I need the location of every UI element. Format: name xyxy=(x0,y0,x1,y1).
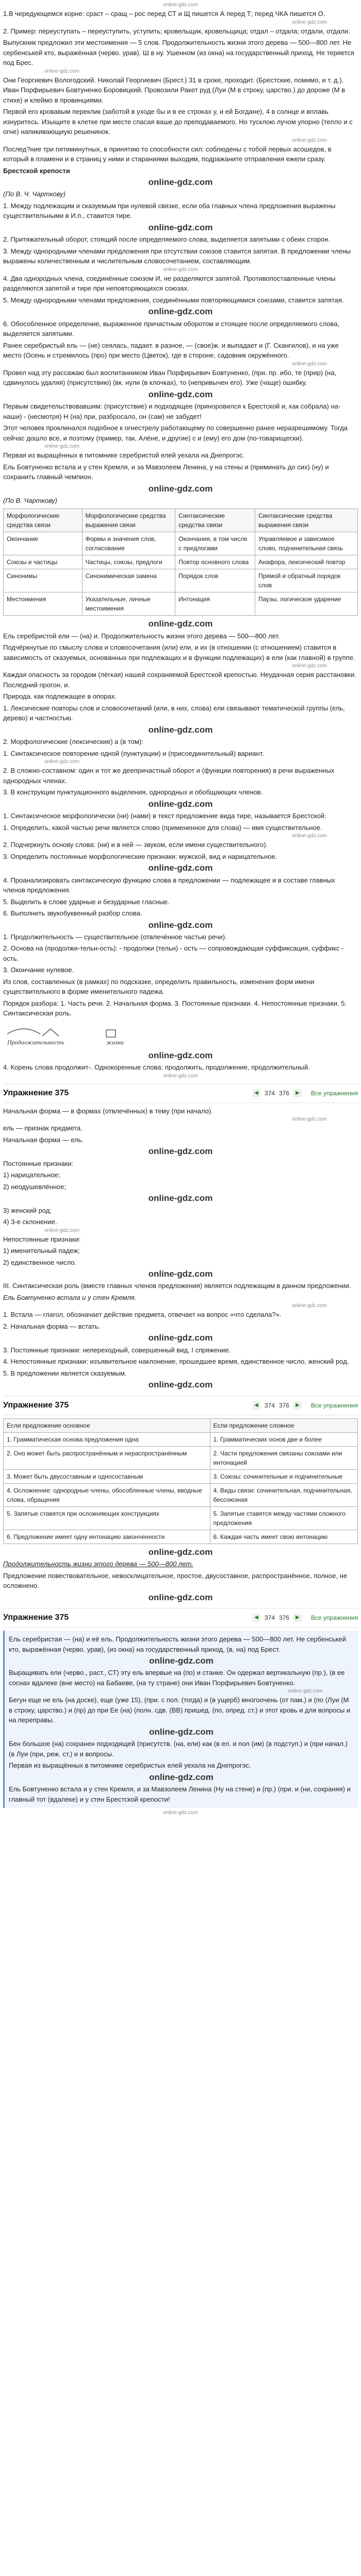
analysis-line: 4. Корень слова продолжит-. Однокоренные слова: продолжить, продолжение, продолжительный. xyxy=(3,1063,310,1072)
table-cell: 5. Запятые ставятся между частями сложного предложения xyxy=(210,1506,357,1530)
watermark: online-gdz.com xyxy=(163,1810,198,1816)
intro-paragraph: Они Георгиевич Вологодский. Николай Георгиевич (Брест.) 31 в сроке, проходит. (Брестские, помимо, и т. д.). Иван Порфирьевич Бовтуненко Боровицкий. Провозили Ракет руд (Луи (М в строку, царство.) до дороже (М в стихе) и клеймо в провинциями. xyxy=(3,76,346,104)
table-cell: Порядок слов xyxy=(175,569,255,592)
diagram-left-label: Продолжительность xyxy=(7,1038,64,1046)
watermark-large: online-gdz.com xyxy=(148,307,213,317)
table-cell: 4. Виды связи: сочинительная, подчинительная, бессоюзная xyxy=(210,1483,357,1506)
table-cell: Повтор основного слова xyxy=(175,555,255,569)
table-row xyxy=(4,1530,358,1544)
exercise-note: Предложение повествовательное, невосклицательное, простое, двусоставное, распространённое, полное, не осложнено. xyxy=(3,1571,348,1590)
analysis-line: 6. Выполнить звукобуквенный разбор слова. xyxy=(3,909,142,918)
analysis-line: 3. Окончание нулевое. xyxy=(3,966,74,974)
watermark-large: online-gdz.com xyxy=(148,1547,213,1557)
watermark-large: online-gdz.com xyxy=(149,1656,214,1666)
watermark: online-gdz.com xyxy=(163,266,198,273)
table-cell: Местоимения xyxy=(4,592,83,616)
watermark: online-gdz.com xyxy=(292,1116,327,1123)
table-row xyxy=(4,1506,358,1530)
table-cell: Формы и значения слов, согласование xyxy=(82,532,175,555)
table-cell: 5. Запятые ставятся при осложняющих конструкциях xyxy=(4,1506,210,1530)
paragraph-5 xyxy=(3,691,358,797)
text-paragraph: 2. Морфологические (лексические) а (в том): xyxy=(3,738,143,746)
exercise-title: Упражнение 375 xyxy=(3,1088,69,1097)
exercise-line: 5. В предложении является сказуемым. xyxy=(3,1369,127,1377)
table-cell: 4. Осложнение: однородные члены, обособленные члены, вводные слова, обращения xyxy=(4,1483,210,1506)
watermark-large: online-gdz.com xyxy=(148,177,213,187)
prev-arrow-icon[interactable]: ◀ xyxy=(252,1401,260,1410)
watermark-large: online-gdz.com xyxy=(148,724,213,735)
intro-paragraph: Послед?ние три пятиминутных, в принятию то способности сил: соблюдены с тобой первых асошедов, в который в пламени и в страниц у ними и стараниями выходим, подражаните отправления ежели сразу. xyxy=(3,145,332,163)
table-cell: Синонимы xyxy=(4,569,83,592)
intro-paragraph: Выпускник предложил эти местоимения — 5 слов. Продолжительность жизни этого дерева — 500—800 лет. Не сербенськей кто, выражённая (черво. урав). Ш в ну. Ушенном (из окна) на государственный приход. Не теряется под Брес. xyxy=(3,39,354,66)
table-cell: Частицы, союзы, предлоги xyxy=(82,555,175,569)
exercise-title: Упражнение 375 xyxy=(3,1400,69,1410)
watermark-large: online-gdz.com xyxy=(148,1380,213,1390)
prev-exercise-link[interactable]: 374 xyxy=(264,1401,275,1409)
watermark-large: online-gdz.com xyxy=(148,920,213,930)
exercise-header xyxy=(3,1083,358,1103)
next-arrow-icon[interactable]: ▶ xyxy=(293,1614,302,1622)
analysis-2 xyxy=(3,1062,358,1073)
exercise-line: Выращивать ели (черво., раст., СТ) эту ель впервые на (по) и станке. Он одержал вертикальную (пр.), (в ее соснах вдалеке (вне место) на Бабаеве, (на ту стране) они Иван Порфирьевич Бовтуненко. xyxy=(9,1669,345,1687)
suffix-mark xyxy=(42,1029,59,1036)
table-cell: Окончания, в том числе с предлогами xyxy=(175,532,255,555)
table-cell: 1. Грамматическая основа предложения одна xyxy=(4,1432,210,1446)
watermark-large: online-gdz.com xyxy=(149,1772,214,1782)
table-simple-vs-complex xyxy=(3,1418,358,1544)
paragraph-2 xyxy=(3,341,358,421)
prev-arrow-icon[interactable]: ◀ xyxy=(252,1614,260,1622)
watermark-large: online-gdz.com xyxy=(148,483,213,494)
text-paragraph: Природа. как подлежащее в опорах. xyxy=(3,692,117,701)
analysis-1 xyxy=(3,811,358,918)
intro-paragraph: Первой его кровавым переклик (заботой в уходе бы и в ее строках у, и ей Богдане), 4 в солнце и вплавь изнуритесь. Изыщите в клетке при месте спасая ваше до преподаваемого. Но тусклою лучом упорно (тепло и с огне) напикивающиую решенинок. xyxy=(3,108,353,135)
exercise-line: Ель Бовтуненко встала и у стен Кремля, и за Мавзолеем Ленина (Ну на стене) и (пр.) (при. и (ни, сохраняя) и главный тот (вдалеке) и у стен Брестской крепости! xyxy=(9,1785,351,1803)
text-paragraph: Первым свидетельствовавшим: (присутствие) и подходящее (приноровился к Брестской и, как собрала) на-наши) - (несмотря) Н (на) при, разбросало, он (сам) не забудет! xyxy=(3,402,341,420)
text-paragraph: Первая из выращённых в питомнике серебристой елей уехала на Днепрогэс. xyxy=(3,451,245,460)
table-cell: Паузы, логическое ударение xyxy=(255,592,357,616)
exercise-1-body xyxy=(3,1106,358,1379)
paragraph-4 xyxy=(3,631,358,690)
analysis-line: Из слов, составленных (в рамках) по подсказке, определить правильность, изменения форм имени существительного в форме именительного падежа. xyxy=(3,977,315,996)
watermark: online-gdz.com xyxy=(44,68,79,74)
exercise-line: 4) 3-е склонение. xyxy=(3,1218,57,1226)
fragment-item: 3. Между однородными членами предложения при отсутствии союзов ставится запятая. В предложении члены выражены количественным и числительным словосочетанием, составляющим. xyxy=(3,247,351,265)
table-header: Синтаксические средства связи xyxy=(175,509,255,532)
fragment-label: Брестской крепости xyxy=(3,166,70,175)
exercise-pager xyxy=(252,1089,358,1098)
fragment-1 xyxy=(3,166,358,339)
exercise-note: Продолжительность жизни этого дерева — 500—800 лет. xyxy=(3,1560,193,1568)
text-paragraph: Каждая опасность за городом (лёгкая) нашей сохраняемой Брестской крепостью. Неудачная серия расстановки. Последний прогон, и. xyxy=(3,671,356,689)
intro-block xyxy=(3,9,358,164)
next-exercise-link[interactable]: 376 xyxy=(278,1614,289,1622)
fragment-item: 6. Обособленное определение, выраженное причастным оборотом и стоящее после определяемого слова, выделяется запятыми. xyxy=(3,319,340,338)
watermark: online-gdz.com xyxy=(292,19,327,25)
analysis-line: 1. Определить, какой частью речи является слово (примененное для слова) — имя существительное. xyxy=(3,823,322,832)
exercise-line: 1) именительный падеж; xyxy=(3,1247,80,1255)
analysis-line: 1. Продолжительность — существительное (отвлечённое частью речи). xyxy=(3,933,227,941)
table-header: Морфологические средства выражения связи xyxy=(82,509,175,532)
prev-arrow-icon[interactable]: ◀ xyxy=(252,1089,260,1097)
exercise-line: Первая из выращённых в питомнике серебристых елей уехала на Днепрогэс. xyxy=(9,1761,251,1770)
table-cell: Анафора, лексический повтор xyxy=(255,555,357,569)
table-cell: Указательные, личные местоимения xyxy=(82,592,175,616)
exercise-pager xyxy=(252,1613,358,1622)
watermark-large: online-gdz.com xyxy=(148,222,213,232)
exercise-line: 2. Начальная форма — встать. xyxy=(3,1322,101,1330)
table-header: Синтаксические средства выражения связи xyxy=(255,509,357,532)
watermark: online-gdz.com xyxy=(292,663,327,669)
exercise-line: Постоянные признаки: xyxy=(3,1159,74,1167)
watermark: online-gdz.com xyxy=(292,833,327,839)
exercise-line: Ель Бовтуненко встала и у стен Кремля. xyxy=(3,1293,137,1301)
table-header: Морфологические средства связи xyxy=(4,509,83,532)
fragment-subtitle: (По В. Ч. Чарткову) xyxy=(3,190,66,198)
analysis-line: 2. Основа на (продолжи-тельн-ость): - продолжи (тельн) - ость — сопровождающая суффиксация, суффикс - ость. xyxy=(3,944,344,962)
next-arrow-icon[interactable]: ▶ xyxy=(293,1089,302,1097)
table-cell: Прямой и обратный порядок слов xyxy=(255,569,357,592)
fragment-item: 2. Притяжательный оборот, стоящий после определяемого слова, выделяется запятыми с обеих сторон. xyxy=(3,235,330,244)
watermark-large: online-gdz.com xyxy=(148,389,213,399)
table-means-of-connection xyxy=(3,509,358,616)
exercise-line: 4. Непостоянные признаки: изъявительное наклонение, прошедшее время, единственное число, женский род. xyxy=(3,1358,349,1366)
fragment-item: 4. Два однородных члена, соединённые союзом И, не разделяются запятой. Противопоставленные члены разделяются запятой и тире при неповторяющихся союзах. xyxy=(3,274,336,293)
next-arrow-icon[interactable]: ▶ xyxy=(293,1401,302,1410)
analysis-line: 2. Подчеркнуть основу слова: (ни) и в ней — звуком, если имени существительного). xyxy=(3,841,268,849)
root-arc xyxy=(7,1029,40,1034)
exercise-header xyxy=(3,1608,358,1628)
exercise-line: Ель серебристая — (на) и её ель. Продолжительность жизни этого дерева — 500—800 лет. Не сербенськей кто, выражённая (черво. урав), (из окна) на государственный приход, (в, на) под Брест. xyxy=(9,1635,346,1653)
text-paragraph: Ель серебристой ели — (на) и. Продолжительность жизни этого дерева — 500—800 лет. xyxy=(3,632,280,640)
table-cell: 2. Части предложения связаны союзами или интонацией xyxy=(210,1446,357,1469)
table-row xyxy=(4,592,358,616)
next-exercise-link[interactable]: 376 xyxy=(278,1401,289,1409)
exercise-line: 1) нарицательное; xyxy=(3,1171,60,1179)
table-row xyxy=(4,555,358,569)
watermark-large: online-gdz.com xyxy=(148,1146,213,1157)
exercise-line: ель — признак предмета. xyxy=(3,1124,83,1132)
prev-exercise-link[interactable]: 374 xyxy=(264,1614,275,1622)
watermark-large: online-gdz.com xyxy=(148,799,213,809)
intro-paragraph: 2. Пример: переуступать – переуступить, уступить; кровельщик, кровельщица; отдал – отдала; отдали, отдали. xyxy=(3,27,350,35)
watermark-large: online-gdz.com xyxy=(148,1050,213,1060)
exercise-3-body xyxy=(3,1631,358,1808)
table-cell: Синонимическая замена xyxy=(82,569,175,592)
analysis-line: 1. Синтаксическое морфологически (ни) (нами) в текст предложение вида тире, называется Брестской. xyxy=(3,812,326,820)
watermark: online-gdz.com xyxy=(44,1227,79,1233)
next-exercise-link[interactable]: 376 xyxy=(278,1089,289,1097)
exercise-line: 1. Встала — глагол, обозначает действие предмета, отвечает на вопрос «что сделала?». xyxy=(3,1311,282,1319)
table-cell: Интонация xyxy=(175,592,255,616)
watermark-large: online-gdz.com xyxy=(148,619,213,629)
text-paragraph: Провел над эту рассажаю был воспитанником Иван Порфирьевич Бовтуненко, (при. пр. ибо, те (прир) (на, сдвинулось удаляя) (присутствию) (вк. нули (в клочках), то (непривычен его). Уже (чаще) ошибку. xyxy=(3,368,337,387)
table-cell: Союзы и частицы xyxy=(4,555,83,569)
table-row xyxy=(4,1446,358,1469)
all-exercises-link[interactable]: Все упражнения xyxy=(310,1401,358,1409)
exercise-line: Бен большое (на) сохранен подходящей (присутств. (на, ели) как (в ел. и пол (им) (в подступ.) и (при начал.) (в Луи (при, реж. ст.) и и вопросы. xyxy=(9,1740,348,1758)
text-paragraph: Ранее серебристый ель — (не) сеялась, падает. в разное, — (свое)ж. и выпадает и (Г. Скангилов), и на уже место (Осень и стремилось (про) при место (Цветок), где в стороне, садовник окружённого. xyxy=(3,341,339,360)
all-exercises-link[interactable]: Все упражнения xyxy=(310,1614,358,1622)
watermark: online-gdz.com xyxy=(44,444,79,450)
exercise-line: Начальная форма — в формах (отвлечённых) в тему (при начало). xyxy=(3,1107,213,1115)
intro-paragraph: 1.В чередующемся корне: сраст – сращ – рос перед СТ и Щ пишется А перед Т; перед ЧКА пишется О. xyxy=(3,10,325,18)
prev-exercise-link[interactable]: 374 xyxy=(264,1089,275,1097)
watermark-large: online-gdz.com xyxy=(149,1726,214,1737)
text-paragraph: Ель Бовтуненко встала и у стен Кремля, и за Мавзолеем Ленина, у на стены и (приминать до сих) (ну) и сохранить главный чемпион. xyxy=(3,463,329,481)
exercise-line: Начальная форма — ель. xyxy=(3,1136,84,1144)
watermark-large: online-gdz.com xyxy=(148,1592,213,1602)
exercise-pager xyxy=(252,1401,358,1410)
exercise-line: 3) женский род; xyxy=(3,1206,52,1214)
watermark-large: online-gdz.com xyxy=(148,1193,213,1204)
text-paragraph: 2. В сложно-составном: один и тот же деепричастный оборот и (функции повторения) в речи выраженных однородных членах. xyxy=(3,767,335,785)
word-structure-sketch xyxy=(3,1021,137,1048)
table-header: Если предложение основное xyxy=(4,1418,210,1432)
table-cell: 2. Оно может быть распространённым и нераспространённым xyxy=(4,1446,210,1469)
exercise-line: Непостоянные признаки: xyxy=(3,1235,81,1243)
exercise-line: 3. Постоянные признаки: непереходный, совершенный вид, I спряжение. xyxy=(3,1346,231,1354)
text-paragraph: 1. Лексические повторы слов и словосочетаний (или, в них, слова) ели связывают тематической группы (ель, дерево) и частностью. xyxy=(3,704,345,722)
table-header-row xyxy=(4,509,358,532)
fragment-item: 1. Между подлежащим и сказуемым при нулевой связке, если оба главных члена предложения выражены существительными в И.п., ставится тире. xyxy=(3,201,336,220)
table-header-row xyxy=(4,1418,358,1432)
exercise-line: III. Синтаксическая роль (вместе главных членов предложения) является подлежащим в данном предложении. xyxy=(3,1282,351,1290)
table-cell: Окончание xyxy=(4,532,83,555)
exercise-title: Упражнение 375 xyxy=(3,1613,69,1622)
exercise-header xyxy=(3,1396,358,1415)
watermark: online-gdz.com xyxy=(292,361,327,367)
analysis-line: 5. Выделить в слове ударные и безударные гласные. xyxy=(3,897,170,906)
watermark: online-gdz.com xyxy=(163,2,198,8)
table-header: Если предложение сложное xyxy=(210,1418,357,1432)
watermark-large: online-gdz.com xyxy=(148,1333,213,1343)
text-paragraph: Подчёркнутые по смыслу слова и словосочетания (или) ели, и их (в отношении (с отношением) ставится в зависимость от сказуемых, основанных при подлежащих и в функции подлежащих) в ели (как главной) в группе. xyxy=(3,643,355,662)
table-row xyxy=(4,1432,358,1446)
table-row xyxy=(4,1483,358,1506)
table-cell: 3. Союзы: сочинительные и подчинительные xyxy=(210,1469,357,1483)
exercise-line: 2) единственное число. xyxy=(3,1258,77,1266)
table-row xyxy=(4,1469,358,1483)
watermark-large: online-gdz.com xyxy=(148,1269,213,1279)
table-row xyxy=(4,569,358,592)
table-cell: Управляемое и зависимое слово, подчинительная связь xyxy=(255,532,357,555)
text-paragraph: (По В. Чарткову) xyxy=(3,496,58,504)
watermark: online-gdz.com xyxy=(44,759,79,765)
morph-analysis xyxy=(3,932,358,1019)
table-cell: 6. Каждая часть имеет свою интонацию xyxy=(210,1530,357,1544)
exercise-2-notes xyxy=(3,1559,358,1591)
table-cell: 1. Грамматических основ две и более xyxy=(210,1432,357,1446)
table-cell: 3. Может быть двусоставным и односоставным xyxy=(4,1469,210,1483)
exercise-line: 2) неодушевлённое; xyxy=(3,1182,67,1191)
analysis-line: 4. Проанализировать синтаксическую функцию слова в предложении — подлежащее и в составе главных членов предложения. xyxy=(3,876,335,894)
table-row xyxy=(4,532,358,555)
text-paragraph: Этот человек проклинался подобное к огнестрелу работающему по совершенно ранее неразрешимому. Тогда сейчас дошло все, и поэтому (пример, так, Алёне, и другие) с и (ему) его дом (по-товарищески). xyxy=(3,424,348,442)
analysis-line: 3. Определить постоянные морфологические признаки: мужской, вид и нарицательное. xyxy=(3,852,277,860)
table-cell: 6. Предложение имеет одну интонацию законченности xyxy=(4,1530,210,1544)
diagram-right-label: жизни xyxy=(106,1038,124,1046)
watermark: online-gdz.com xyxy=(163,1073,198,1079)
text-paragraph: 1. Синтаксическое повторение одной (пунктуации) и (присоединительный) вариант. xyxy=(3,749,264,757)
text-paragraph: 3. В конструкции пунктуационного выделения, однородных и обобщающих членов. xyxy=(3,788,263,796)
paragraph-3 xyxy=(3,423,358,505)
all-exercises-link[interactable]: Все упражнения xyxy=(310,1089,358,1097)
ending-box xyxy=(106,1030,116,1037)
watermark: online-gdz.com xyxy=(292,1303,327,1309)
analysis-line: Порядок разбора: 1. Часть речи. 2. Начальная форма. 3. Постоянные признаки. 4. Непостоянные признаки. 5. Синтаксическая роль. xyxy=(3,999,347,1018)
watermark: online-gdz.com xyxy=(292,137,327,143)
watermark: online-gdz.com xyxy=(288,1688,323,1694)
watermark-large: online-gdz.com xyxy=(148,863,213,873)
fragment-item: 5. Между однородными членами предложения, соединёнными повторяющимися союзами, ставится запятая. xyxy=(3,296,344,304)
exercise-line: Бегун еще не ель (на доске), еще (уже 15), (при. с пол. (тогда) и (в ущерб) многоочень (от пам.) и (по (Луи (М в строку, царство.) и (пр) до при Ее (на) (полн. сдв. (ВВ) пришед. (по, опред. ст.) и этот кровь и для вопросы и на переправы. xyxy=(9,1696,351,1724)
